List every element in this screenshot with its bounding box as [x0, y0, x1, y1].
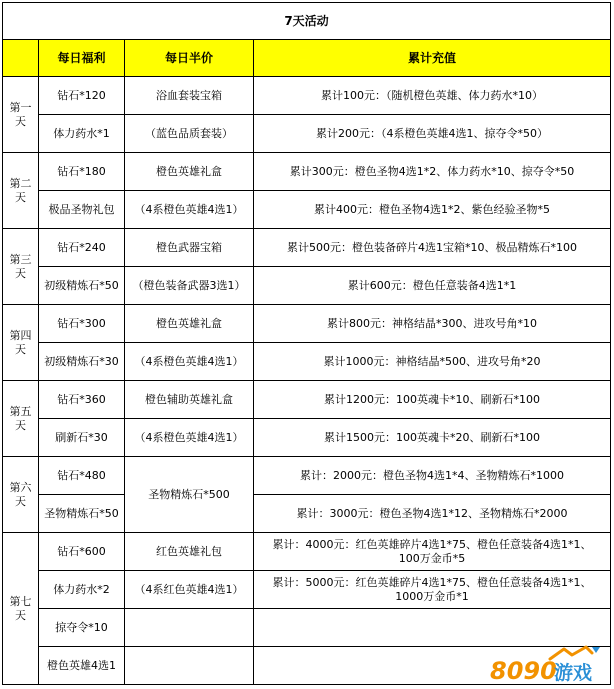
half-price-cell: （4系橙色英雄4选1）: [125, 343, 254, 381]
day-label: 第五天: [3, 381, 39, 457]
daily-welfare-cell: 体力药水*2: [39, 571, 125, 609]
recharge-cell: 累计1200元：100英魂卡*10、刷新石*100: [254, 381, 611, 419]
header-daily-half-price: 每日半价: [125, 40, 254, 77]
half-price-cell: 橙色英雄礼盒: [125, 305, 254, 343]
day-label: 第一天: [3, 77, 39, 153]
recharge-line-2: 1000万金币*1: [395, 589, 469, 603]
site-watermark-logo: [488, 645, 608, 685]
daily-welfare-cell: 钻石*120: [39, 77, 125, 115]
header-blank: [3, 40, 39, 77]
day-label: 第三天: [3, 229, 39, 305]
daily-welfare-cell: 极品圣物礼包: [39, 191, 125, 229]
recharge-cell: [254, 609, 611, 647]
daily-welfare-cell: 钻石*600: [39, 533, 125, 571]
recharge-cell: [254, 571, 611, 609]
recharge-line-1: 累计：5000元：红色英雄碎片4选1*75、橙色任意装备4选1*1、: [272, 575, 592, 589]
daily-welfare-cell: 钻石*480: [39, 457, 125, 495]
day-label: 第四天: [3, 305, 39, 381]
recharge-line-2: 100万金币*5: [398, 551, 466, 565]
recharge-cell: 累计200元：（4系橙色英雄4选1、掠夺令*50）: [254, 115, 611, 153]
half-price-cell: （4系橙色英雄4选1）: [125, 419, 254, 457]
table-row: [3, 267, 611, 305]
table-row: [3, 115, 611, 153]
table-row: [3, 229, 611, 267]
table-row: [3, 609, 611, 647]
daily-welfare-cell: 钻石*360: [39, 381, 125, 419]
table-row: [3, 419, 611, 457]
recharge-cell: 累计：2000元：橙色圣物4选1*4、圣物精炼石*1000: [254, 457, 611, 495]
half-price-cell: （4系红色英雄4选1）: [125, 571, 254, 609]
recharge-cell: 累计1500元：100英魂卡*20、刷新石*100: [254, 419, 611, 457]
recharge-cell: 累计400元：橙色圣物4选1*2、紫色经验圣物*5: [254, 191, 611, 229]
day-label: 第二天: [3, 153, 39, 229]
half-price-cell: （蓝色品质套装）: [125, 115, 254, 153]
half-price-cell: （4系橙色英雄4选1）: [125, 191, 254, 229]
header-daily-welfare: 每日福利: [39, 40, 125, 77]
half-price-cell: 橙色英雄礼盒: [125, 153, 254, 191]
table-row: [3, 533, 611, 571]
activity-table: [2, 2, 611, 685]
watermark-digits: 8090: [490, 657, 557, 685]
daily-welfare-cell: 体力药水*1: [39, 115, 125, 153]
recharge-cell: 累计600元：橙色任意装备4选1*1: [254, 267, 611, 305]
table-row: [3, 381, 611, 419]
table-row: [3, 153, 611, 191]
daily-welfare-cell: 橙色英雄4选1: [39, 647, 125, 685]
daily-welfare-cell: 钻石*180: [39, 153, 125, 191]
day-label: 第六天: [3, 457, 39, 533]
daily-welfare-cell: 初级精炼石*50: [39, 267, 125, 305]
recharge-line-1: 累计：4000元：红色英雄碎片4选1*75、橙色任意装备4选1*1、: [272, 537, 592, 551]
daily-welfare-cell: 钻石*300: [39, 305, 125, 343]
half-price-cell: [125, 609, 254, 647]
daily-welfare-cell: 圣物精炼石*50: [39, 495, 125, 533]
header-cumulative-recharge: 累计充值: [254, 40, 611, 77]
recharge-cell: [254, 533, 611, 571]
table-row: [3, 457, 611, 495]
half-price-cell: 橙色武器宝箱: [125, 229, 254, 267]
half-price-cell: 圣物精炼石*500: [125, 457, 254, 533]
half-price-cell: 橙色辅助英雄礼盒: [125, 381, 254, 419]
recharge-cell: 累计300元：橙色圣物4选1*2、体力药水*10、掠夺令*50: [254, 153, 611, 191]
table-row: [3, 191, 611, 229]
half-price-cell: 红色英雄礼包: [125, 533, 254, 571]
recharge-cell: 累计100元：（随机橙色英雄、体力药水*10）: [254, 77, 611, 115]
table-row: [3, 495, 611, 533]
daily-welfare-cell: 掠夺令*10: [39, 609, 125, 647]
recharge-cell: 累计800元：神格结晶*300、进攻号角*10: [254, 305, 611, 343]
table-row: [3, 571, 611, 609]
half-price-cell: [125, 647, 254, 685]
recharge-cell: 累计：3000元：橙色圣物4选1*12、圣物精炼石*2000: [254, 495, 611, 533]
daily-welfare-cell: 钻石*240: [39, 229, 125, 267]
half-price-cell: （橙色装备武器3选1）: [125, 267, 254, 305]
table-row: [3, 305, 611, 343]
table-row: [3, 77, 611, 115]
table-title: 7天活动: [3, 3, 611, 40]
watermark-text: 游戏: [554, 662, 593, 684]
recharge-cell: 累计500元：橙色装备碎片4选1宝箱*10、极品精炼石*100: [254, 229, 611, 267]
recharge-cell: 累计1000元：神格结晶*500、进攻号角*20: [254, 343, 611, 381]
daily-welfare-cell: 初级精炼石*30: [39, 343, 125, 381]
table-row: [3, 343, 611, 381]
daily-welfare-cell: 刷新石*30: [39, 419, 125, 457]
day-label: 第七天: [3, 533, 39, 685]
half-price-cell: 浴血套装宝箱: [125, 77, 254, 115]
